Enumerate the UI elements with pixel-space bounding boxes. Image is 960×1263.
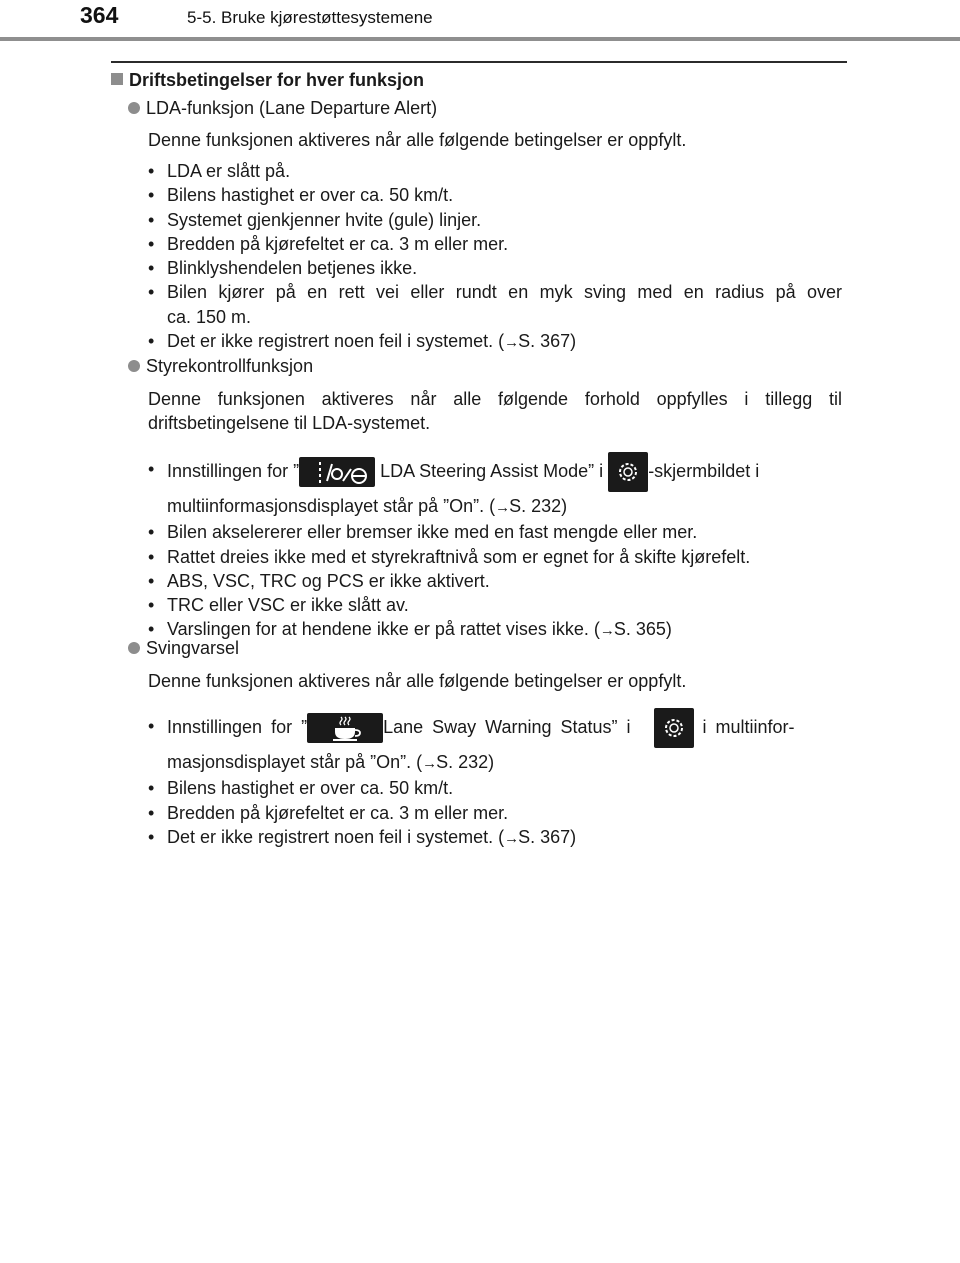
- square-bullet-icon: [111, 73, 123, 85]
- page-header: [0, 0, 960, 40]
- list-item: • Bilen kjører på en rett vei eller rundt en myk sving med en radius på over ca. 150 m.: [148, 282, 842, 327]
- list-item: • Systemet gjenkjenner hvite (gule) linjer.: [148, 209, 482, 230]
- list-item: • Bredden på kjørefeltet er ca. 3 m eller mer.: [148, 802, 509, 823]
- sway-conditions-list: [148, 708, 842, 851]
- arrow-right-icon: →: [495, 499, 510, 516]
- lda-title: LDA-funksjon (Lane Departure Alert): [146, 98, 438, 118]
- steering-intro: Denne funksjonen aktiveres når alle følgende forhold oppfylles i tillegg til driftsbetingelsene til LDA-systemet.: [148, 389, 842, 433]
- sway-intro: Denne funksjonen aktiveres når alle følgende betingelser er oppfylt.: [148, 671, 687, 691]
- chapter-title: 5-5. Bruke kjørestøttesystemene: [187, 8, 433, 27]
- header-divider: [0, 37, 960, 41]
- lda-steering-assist-icon: [299, 457, 375, 487]
- sway-heading: [128, 638, 239, 659]
- list-item: • Det er ikke registrert noen feil i systemet. (→S. 367): [148, 826, 577, 847]
- lda-intro: Denne funksjonen aktiveres når alle følgende betingelser er oppfylt.: [148, 130, 687, 150]
- settings-gear-icon: [654, 708, 694, 748]
- arrow-right-icon: →: [504, 334, 519, 352]
- lda-conditions-list: [148, 159, 842, 355]
- circle-bullet-icon: [128, 642, 140, 654]
- list-item: • LDA er slått på.: [148, 161, 291, 181]
- section-title: Driftsbetingelser for hver funksjon: [129, 70, 425, 90]
- sway-title: Svingvarsel: [146, 638, 240, 658]
- list-item: • Det er ikke registrert noen feil i systemet. (→S. 367): [148, 331, 577, 352]
- steering-title: Styrekontrollfunksjon: [146, 356, 314, 376]
- page-reference[interactable]: S. 367): [518, 826, 577, 847]
- list-item: • Bilen akselererer eller bremser ikke med en fast mengde eller mer.: [148, 522, 698, 543]
- page-reference[interactable]: S. 232): [436, 752, 495, 772]
- steering-heading: [128, 356, 313, 377]
- list-item: • Bilens hastighet er over ca. 50 km/t.: [148, 185, 454, 206]
- arrow-right-icon: →: [599, 622, 614, 640]
- section-divider: [111, 61, 847, 63]
- list-item: • TRC eller VSC er ikke slått av.: [148, 595, 409, 616]
- list-item: masjonsdisplayet står på ”On”. (→S. 232): [167, 752, 495, 772]
- page-reference[interactable]: S. 367): [518, 331, 577, 352]
- list-item: • Bredden på kjørefeltet er ca. 3 m eller mer.: [148, 233, 509, 254]
- coffee-cup-icon: [307, 713, 383, 743]
- list-item: • Rattet dreies ikke med et styrekraftnivå som er egnet for å skifte kjørefelt.: [148, 546, 751, 567]
- page-reference[interactable]: S. 365): [613, 619, 672, 640]
- list-item: • Innstillingen for ” Lane Sway Warning Status” i i multiinfor-: [148, 708, 842, 748]
- arrow-right-icon: →: [504, 829, 519, 847]
- arrow-right-icon: →: [422, 755, 437, 772]
- circle-bullet-icon: [128, 360, 140, 372]
- section-heading: [111, 70, 424, 91]
- list-item: • Bilens hastighet er over ca. 50 km/t.: [148, 778, 454, 799]
- list-item: • Innstillingen for ” LDA Steering Assist Mode” i -skjermbildet i: [148, 452, 842, 492]
- list-item: multiinformasjonsdisplayet står på ”On”. (→S. 232): [167, 496, 568, 516]
- steering-conditions-list: [148, 452, 842, 644]
- list-item: • Varslingen for at hendene ikke er på rattet vises ikke. (→S. 365): [148, 619, 672, 640]
- list-item: • Blinklyshendelen betjenes ikke.: [148, 258, 418, 279]
- lda-heading: [128, 98, 437, 119]
- page-reference[interactable]: S. 232): [509, 496, 568, 516]
- settings-gear-icon: [608, 452, 648, 492]
- circle-bullet-icon: [128, 102, 140, 114]
- page-number: 364: [80, 2, 119, 28]
- list-item: • ABS, VSC, TRC og PCS er ikke aktivert.: [148, 570, 490, 591]
